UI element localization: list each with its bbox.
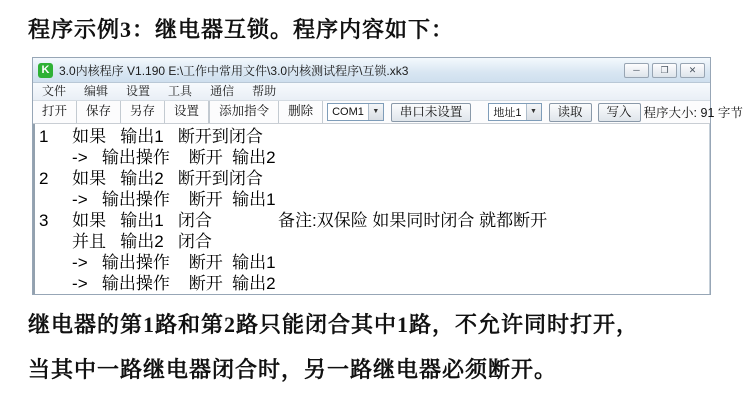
menu-item-edit[interactable]: 编辑 bbox=[84, 84, 109, 98]
chevron-down-icon[interactable]: ▼ bbox=[526, 104, 541, 120]
com-port-select[interactable] bbox=[327, 103, 384, 121]
menu-item-help[interactable]: 帮助 bbox=[252, 84, 277, 98]
program-line[interactable]: -> 输出操作 断开 输出2 bbox=[39, 274, 276, 293]
program-line[interactable]: -> 输出操作 断开 输出1 bbox=[39, 190, 276, 209]
serial-status-button[interactable]: 串口未设置 bbox=[391, 103, 472, 122]
menu-bar bbox=[33, 83, 710, 101]
address-select[interactable] bbox=[488, 103, 541, 121]
program-size-label: 程序大小: 91 字节 bbox=[643, 106, 743, 120]
window-controls bbox=[624, 63, 705, 78]
program-line[interactable]: -> 输出操作 断开 输出1 bbox=[39, 253, 276, 272]
chevron-down-icon[interactable]: ▼ bbox=[368, 104, 383, 120]
toolbar bbox=[33, 101, 743, 124]
program-line[interactable]: 并且 输出2 闭合 bbox=[39, 232, 212, 251]
program-line[interactable]: 3 如果 输出1 闭合 备注:双保险 如果同时闭合 就都断开 bbox=[39, 211, 548, 230]
menu-item-comm[interactable]: 通信 bbox=[210, 84, 235, 98]
page-title: 程序示例3：继电器互锁。程序内容如下： bbox=[28, 17, 455, 42]
write-button[interactable]: 写入 bbox=[598, 103, 641, 122]
com-port-value: COM1 bbox=[332, 106, 364, 118]
menu-item-file[interactable]: 文件 bbox=[42, 84, 67, 98]
add-instruction-button[interactable]: 添加指令 bbox=[210, 101, 279, 123]
program-line[interactable]: -> 输出操作 断开 输出2 bbox=[39, 148, 276, 167]
read-button[interactable]: 读取 bbox=[549, 103, 592, 122]
app-icon: K bbox=[38, 63, 53, 78]
settings-button[interactable]: 设置 bbox=[165, 101, 209, 123]
program-editor[interactable] bbox=[33, 124, 710, 294]
address-value: 地址1 bbox=[493, 107, 522, 119]
minimize-icon[interactable]: ─ bbox=[624, 63, 649, 78]
window-title: 3.0内核程序 V1.190 E:\工作中常用文件\3.0内核测试程序\互锁.xk3 bbox=[59, 63, 409, 78]
app-window bbox=[32, 57, 743, 295]
maximize-icon[interactable]: ❐ bbox=[652, 63, 677, 78]
window-titlebar[interactable] bbox=[33, 58, 710, 83]
save-as-button[interactable]: 另存 bbox=[121, 101, 165, 123]
description-line-1: 继电器的第1路和第2路只能闭合其中1路，不允许同时打开， bbox=[28, 312, 640, 337]
delete-button[interactable]: 删除 bbox=[279, 101, 323, 123]
close-icon[interactable]: ✕ bbox=[680, 63, 705, 78]
description-line-2: 当其中一路继电器闭合时，另一路继电器必须断开。 bbox=[28, 357, 558, 382]
open-button[interactable]: 打开 bbox=[33, 101, 77, 123]
program-line[interactable]: 2 如果 输出2 断开到闭合 bbox=[39, 169, 263, 188]
program-line[interactable]: 1 如果 输出1 断开到闭合 bbox=[39, 127, 263, 146]
menu-item-settings[interactable]: 设置 bbox=[126, 84, 151, 98]
menu-item-tools[interactable]: 工具 bbox=[168, 84, 193, 98]
save-button[interactable]: 保存 bbox=[77, 101, 121, 123]
